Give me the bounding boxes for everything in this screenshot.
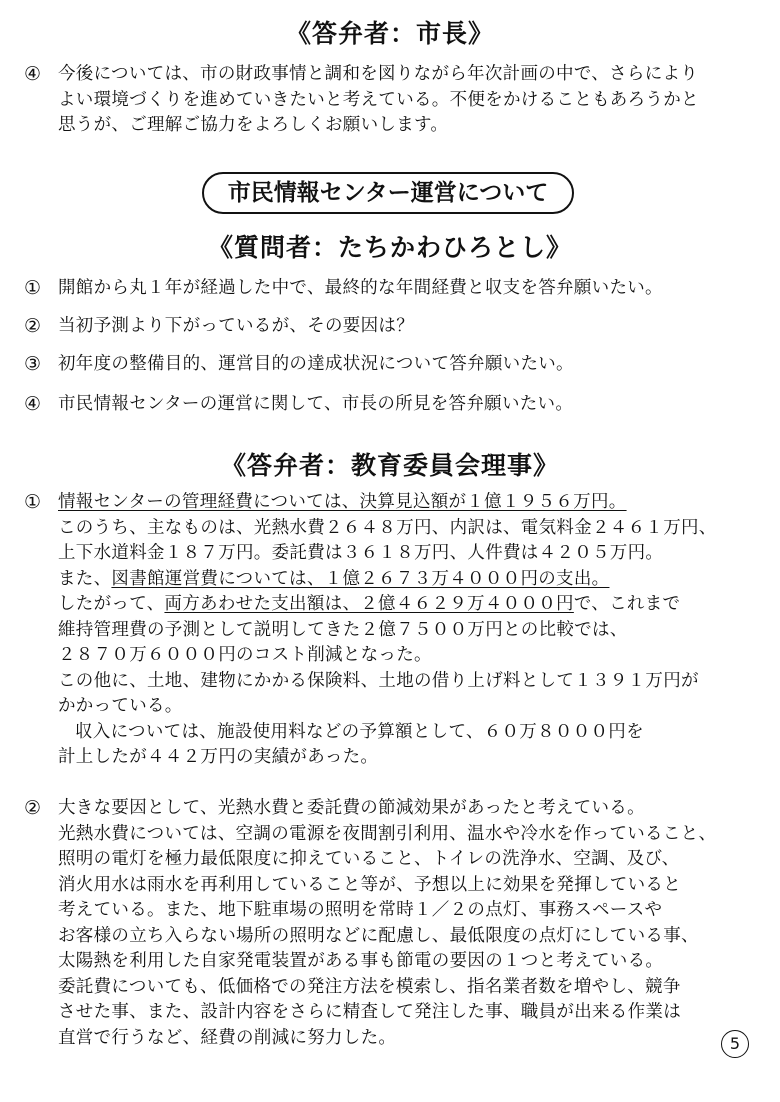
- answer-line: [58, 567, 717, 593]
- answer-line: 直営で行うなど、経費の削減に努力した。: [58, 1027, 397, 1048]
- answer-text: で、これまで: [573, 594, 681, 614]
- answer-line: 維持管理費の予測として説明してきた２億７５００万円との比較では、: [58, 619, 628, 640]
- answer-education-1: [24, 490, 717, 771]
- answer-text: したがって、: [58, 594, 165, 614]
- answer-line: 思うが、ご理解ご協力をよろしくお願いします。: [58, 115, 449, 135]
- item-number: ④: [24, 393, 42, 415]
- answer-line: 委託費についても、低価格での発注方法を模索し、指名業者数を増やし、競争: [58, 976, 681, 997]
- item-number: ②: [24, 315, 42, 337]
- item-number: ②: [24, 797, 42, 819]
- answer-line: 大きな要因として、光熱水費と委託費の節減効果があったと考えている。: [58, 798, 645, 818]
- questioner-heading: 《質問者：たちかわひろとし》: [207, 233, 572, 262]
- item-number: ①: [24, 277, 42, 299]
- answer-line: 計上したが４４２万円の実績があった。: [58, 747, 379, 767]
- underlined-text: 図書館運営費については、１億２６７３万４０００円の支出。: [111, 568, 610, 589]
- question-item: [24, 352, 574, 378]
- answer-line: このうち、主なものは、光熱水費２６４８万円、内訳は、電気料金２４６１万円、: [58, 517, 717, 538]
- answer-line: [58, 592, 717, 618]
- answer-mayor: [24, 62, 699, 139]
- answer-line: よい環境づくりを進めていきたいと考えている。不便をかけることもあろうかと: [58, 89, 699, 110]
- answer-line: 照明の電灯を極力最低限度に抑えていること、トイレの洗浄水、空調、及び、: [58, 849, 680, 869]
- answer-line: 光熱水費については、空調の電源を夜間割引利用、温水や冷水を作っていること、: [58, 823, 717, 844]
- answer-line: かかっている。: [58, 696, 183, 716]
- respondent-heading-education: 《答弁者：教育委員会理事》: [220, 451, 559, 480]
- answer-text: また、: [58, 568, 112, 589]
- question-item: [24, 392, 573, 418]
- answer-line: 上下水道料金１８７万円。委託費は３６１８万円、人件費は４２０５万円。: [58, 543, 664, 563]
- answer-line: 情報センターの管理経費については、決算見込額が１億１９５６万円。: [58, 492, 627, 512]
- item-number: ③: [24, 353, 42, 375]
- answer-line: お客様の立ち入らない場所の照明などに配慮し、最低限度の点灯にしている事、: [58, 925, 699, 946]
- answer-line: 今後については、市の財政事情と調和を図りながら年次計画の中で、さらにより: [58, 64, 699, 84]
- underlined-text: 両方あわせた支出額は、２億４６２９万４０００円: [164, 594, 574, 614]
- question-text: 市民情報センターの運営に関して、市長の所見を答弁願いたい。: [58, 394, 574, 414]
- answer-line: ２８７０万６０００円のコスト削減となった。: [58, 645, 432, 665]
- section-title: 市民情報センター運営について: [202, 172, 574, 214]
- answer-education-2: [24, 796, 716, 1051]
- answer-line: 消火用水は雨水を再利用していること等が、予想以上に効果を発揮していると: [58, 874, 681, 895]
- respondent-heading-mayor: 《答弁者：市長》: [285, 19, 494, 48]
- answer-line: 考えている。また、地下駐車場の照明を常時１／２の点灯、事務スペースや: [58, 900, 663, 920]
- page-number: 5: [721, 1030, 749, 1058]
- item-number: ①: [24, 491, 42, 513]
- question-text: 当初予測より下がっているが、その要因は？: [58, 316, 414, 336]
- answer-line: この他に、土地、建物にかかる保険料、土地の借り上げ料として１３９１万円が: [58, 670, 699, 691]
- question-item: [24, 314, 414, 340]
- question-text: 開館から丸１年が経過した中で、最終的な年間経費と収支を答弁願いたい。: [58, 278, 663, 298]
- answer-line: させた事、また、設計内容をさらに精査して発注した事、職員が出来る作業は: [58, 1002, 681, 1022]
- answer-line: 収入については、施設使用料などの予算額として、６０万８０００円を: [75, 721, 644, 742]
- question-text: 初年度の整備目的、運営目的の達成状況について答弁願いたい。: [58, 354, 574, 374]
- question-item: [24, 276, 663, 302]
- item-number: ④: [24, 63, 42, 85]
- answer-line: 太陽熱を利用した自家発電装置がある事も節電の要因の１つと考えている。: [58, 951, 664, 971]
